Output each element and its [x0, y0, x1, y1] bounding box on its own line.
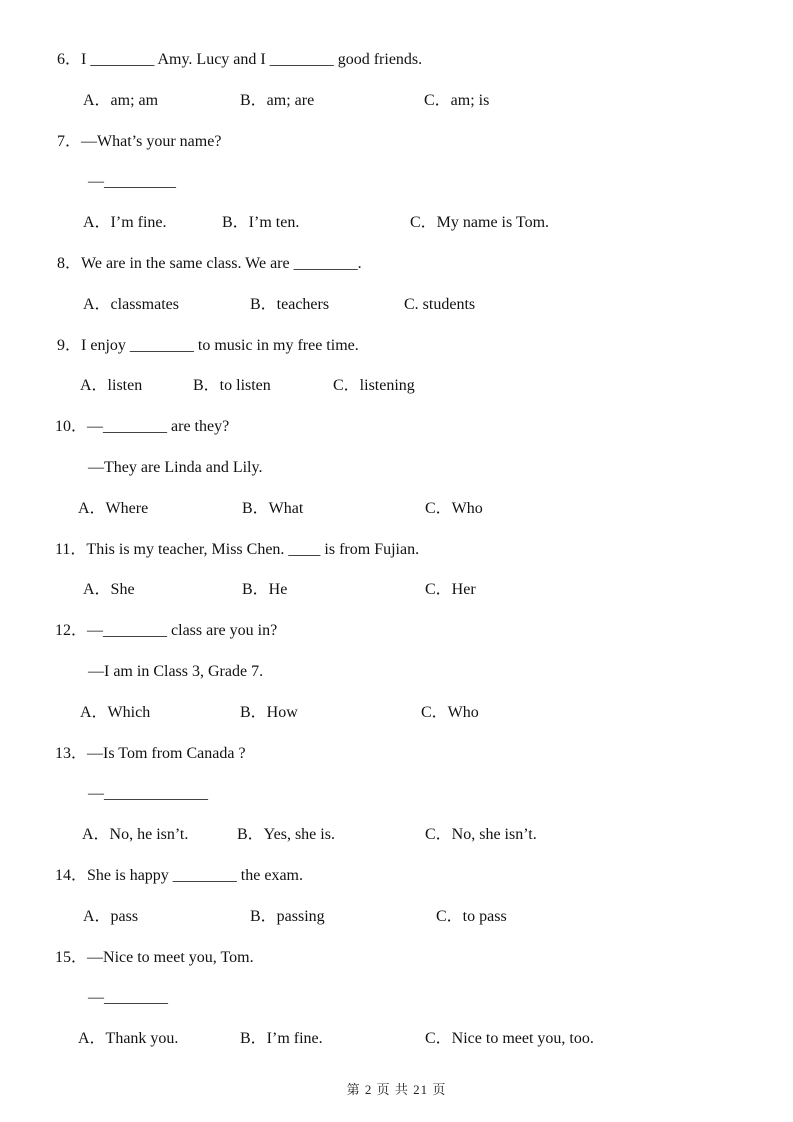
- question-text: —________ class are you in?: [87, 622, 278, 639]
- question-text: I ________ Amy. Lucy and I ________ good friends.: [81, 51, 423, 68]
- question-15-stem: [0, 947, 793, 969]
- option-c: C．No, she isn’t.: [425, 826, 537, 843]
- option-c: C．listening: [333, 377, 415, 394]
- option-a: A．No, he isn’t.: [82, 826, 189, 843]
- question-number: 15．: [55, 949, 88, 966]
- option-b: B．How: [240, 704, 298, 721]
- option-b: B．teachers: [250, 296, 330, 313]
- question-number: 9．: [57, 337, 82, 354]
- question-text: —Is Tom from Canada ?: [87, 745, 246, 762]
- option-c: C．to pass: [436, 908, 507, 925]
- question-number: 14．: [55, 867, 88, 884]
- option-a: A．pass: [83, 908, 139, 925]
- question-number: 7．: [57, 133, 82, 150]
- question-text: —What’s your name?: [81, 133, 222, 150]
- question-text: She is happy ________ the exam.: [87, 867, 303, 884]
- question-text: This is my teacher, Miss Chen. ____ is from Fujian.: [86, 541, 420, 558]
- question-14-stem: [0, 865, 793, 887]
- option-b: B．I’m fine.: [240, 1030, 323, 1047]
- option-b: B．am; are: [240, 92, 315, 109]
- question-10-reply: —They are Linda and Lily.: [88, 459, 263, 476]
- option-a: A．She: [83, 581, 135, 598]
- option-c: C．am; is: [424, 92, 490, 109]
- question-10-options: [0, 498, 793, 520]
- option-c: C．Who: [421, 704, 479, 721]
- question-12-reply: —I am in Class 3, Grade 7.: [88, 663, 264, 680]
- question-15-options: [0, 1028, 793, 1050]
- option-a: A．Which: [80, 704, 151, 721]
- question-number: 11．: [55, 541, 87, 558]
- option-b: B．to listen: [193, 377, 271, 394]
- question-number: 10．: [55, 418, 88, 435]
- question-number: 8．: [57, 255, 82, 272]
- question-13-reply: —_____________: [88, 785, 208, 802]
- question-15-reply: —________: [88, 989, 168, 1006]
- question-7-options: [0, 212, 793, 234]
- option-a: A．I’m fine.: [83, 214, 167, 231]
- question-6-options: [0, 90, 793, 112]
- question-number: 12．: [55, 622, 88, 639]
- question-text: —________ are they?: [87, 418, 230, 435]
- question-number: 13．: [55, 745, 88, 762]
- option-b: B．passing: [250, 908, 325, 925]
- option-b: B．What: [242, 500, 304, 517]
- question-7-reply: —_________: [88, 173, 176, 190]
- question-text: I enjoy ________ to music in my free time.: [81, 337, 359, 354]
- question-11-stem: [0, 539, 793, 561]
- question-14-options: [0, 906, 793, 928]
- question-7-stem: [0, 131, 793, 153]
- question-8-stem: [0, 253, 793, 275]
- option-a: A．Where: [78, 500, 149, 517]
- question-10-stem: [0, 416, 793, 438]
- question-text: —Nice to meet you, Tom.: [87, 949, 254, 966]
- question-number: 6．: [57, 51, 82, 68]
- option-a: A．classmates: [83, 296, 179, 313]
- option-a: A．am; am: [83, 92, 159, 109]
- option-c: C．Who: [425, 500, 483, 517]
- option-c: C．Her: [425, 581, 476, 598]
- option-a: A．Thank you.: [78, 1030, 179, 1047]
- page-number-indicator: 第 2 页 共 21 页: [346, 1082, 447, 1097]
- option-b: B．He: [242, 581, 288, 598]
- question-12-options: [0, 702, 793, 724]
- question-9-stem: [0, 335, 793, 357]
- question-8-options: [0, 294, 793, 316]
- option-b: B．Yes, she is.: [237, 826, 335, 843]
- option-c: C．Nice to meet you, too.: [425, 1030, 594, 1047]
- question-9-options: [0, 375, 793, 397]
- question-6-stem: [0, 49, 793, 71]
- question-11-options: [0, 579, 793, 601]
- question-13-options: [0, 824, 793, 846]
- question-text: We are in the same class. We are ________.: [81, 255, 362, 272]
- question-12-stem: [0, 620, 793, 642]
- question-13-stem: [0, 743, 793, 765]
- option-c: C. students: [404, 296, 476, 313]
- option-b: B．I’m ten.: [222, 214, 300, 231]
- option-c: C．My name is Tom.: [410, 214, 550, 231]
- option-a: A．listen: [80, 377, 143, 394]
